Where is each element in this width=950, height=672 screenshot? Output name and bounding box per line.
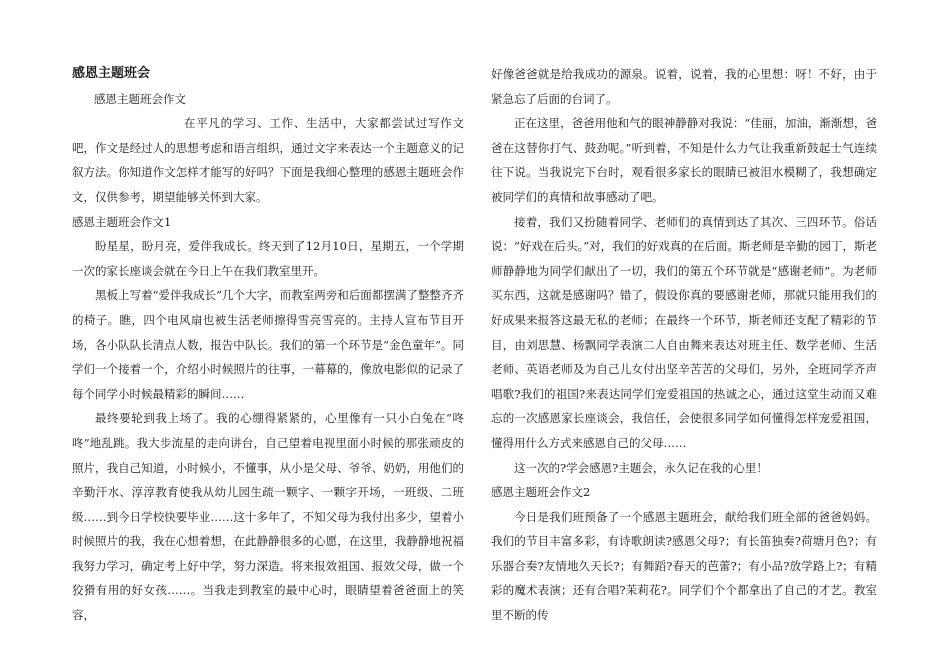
paragraph: 黑板上写着“爱伴我成长”几个大字，而教室两旁和后面都摆满了整整齐齐的椅子。瞧，四个电风扇也被生活老师擦得雪亮雪亮的。主持人宣布节目开场，各小队队长清点人数，报告中队长。我们的第一个环节是“金色童年”。同学们一个接着一个，介绍小时候照片的往事，一幕幕的，像放电影似的记录了每个同学小时候最精彩的瞬间……: [72, 288, 464, 401]
left-column: [72, 62, 464, 628]
document-title: 感恩主题班会: [72, 66, 151, 81]
paragraph: 盼星星，盼月亮，爱伴我成长。终天到了12月10日，星期五，一个学期一次的家长座谈会就在今日上午在我们教室里开。: [72, 239, 464, 278]
section-heading-2: 感恩主题班会作文2: [491, 485, 591, 500]
paragraph-continued: 好像爸爸就是给我成功的源泉。说着，说着，我的心里想：呀！不好，由于紧急忘了后面的台词了。: [491, 67, 877, 106]
paragraph: 今日是我们班预备了一个感恩主题班会，献给我们班全部的爸爸妈妈。我们的节目丰富多彩，有诗歌朗读?感恩父母?；有长笛独奏?荷塘月色?；有乐器合奏?友情地久天长?；有舞蹈?春天的芭蕾?；有小品?放学路上?；有精彩的魔术表演；还有合唱?茉莉花?。同学们个个都拿出了自己的才艺。教室里不断的传: [491, 509, 877, 623]
document-subtitle: 感恩主题班会作文: [94, 91, 186, 106]
intro-paragraph: 在平凡的学习、工作、生活中，大家都尝试过写作文吧，作文是经过人的思想考虑和语言组织，通过文字来表达一个主题意义的记叙方法。你知道作文怎样才能写的好吗？下面是我细心整理的感恩主题班会作文，仅供参考，期望能够关怀到大家。: [72, 116, 464, 204]
paragraph: 最终要轮到我上场了。我的心绷得紧紧的，心里像有一只小白兔在“咚咚”地乱跳。我大步流星的走向讲台，自己望着电视里面小时候的那张顽皮的照片，我自己知道，小时候小，不懂事，从小是父母、爷爷、奶奶，用他们的辛勤汗水、淳淳教育使我从幼儿园生疏一颗字、一颗字开场，一班级、二班级……到今日学校快要毕业……这十多年了，不知父母为我付出多少，望着小时候照片的我，我在心想着想，在此静静很多的心愿，在这里，我静静地祝福我努力学习，确定考上好中学，努力深造。将来报效祖国、报效父母，做一个狡猾有用的好女孩……。当我走到教室的最中心时，眼睛望着爸爸面上的笑容，: [72, 411, 464, 623]
paragraph: 这一次的?学会感恩?主题会，永久记在我的心里！: [514, 460, 768, 475]
paragraph: 正在这里，爸爸用他和气的眼神静静对我说：“佳丽，加油，渐渐想，爸爸在这替你打气、鼓劲呢。”听到着，不知是什么力气让我重新鼓起士气连续往下说。当我说完下台时，观看很多家长的眼睛已被泪水模糊了，我想确定被同学们的真情和故事感动了吧。: [491, 116, 877, 204]
right-column: [491, 62, 877, 628]
paragraph: 接着，我们又扮随着同学、老师们的真情到达了其次、三四环节。俗话说：“好戏在后头。”对，我们的好戏真的在后面。斯老师是辛勤的园丁，斯老师静静地为同学们献出了一切，我们的第五个环节就是“感谢老师”。为老师买东西，这就是感谢吗？错了，假设你真的要感谢老师，那就只能用我们的好成果来报答这最无私的老师；在最终一个环节，斯老师还支配了精彩的节目，由刘思慧、杨飘同学表演二人自由舞来表达对班主任、数学老师、生活老师、英语老师及为自己儿女付出坚辛苦苦的父母们，另外，全班同学齐声唱歌?我们的祖国?来表达同学们宠爱祖国的热诚之心，通过这堂生动而又难忘的一次感恩家长座谈会，我信任，会使很多同学如何懂得怎样宠爱祖国，懂得用什么方式来感恩自己的父母……: [491, 214, 877, 450]
section-heading-1: 感恩主题班会作文1: [72, 214, 172, 229]
